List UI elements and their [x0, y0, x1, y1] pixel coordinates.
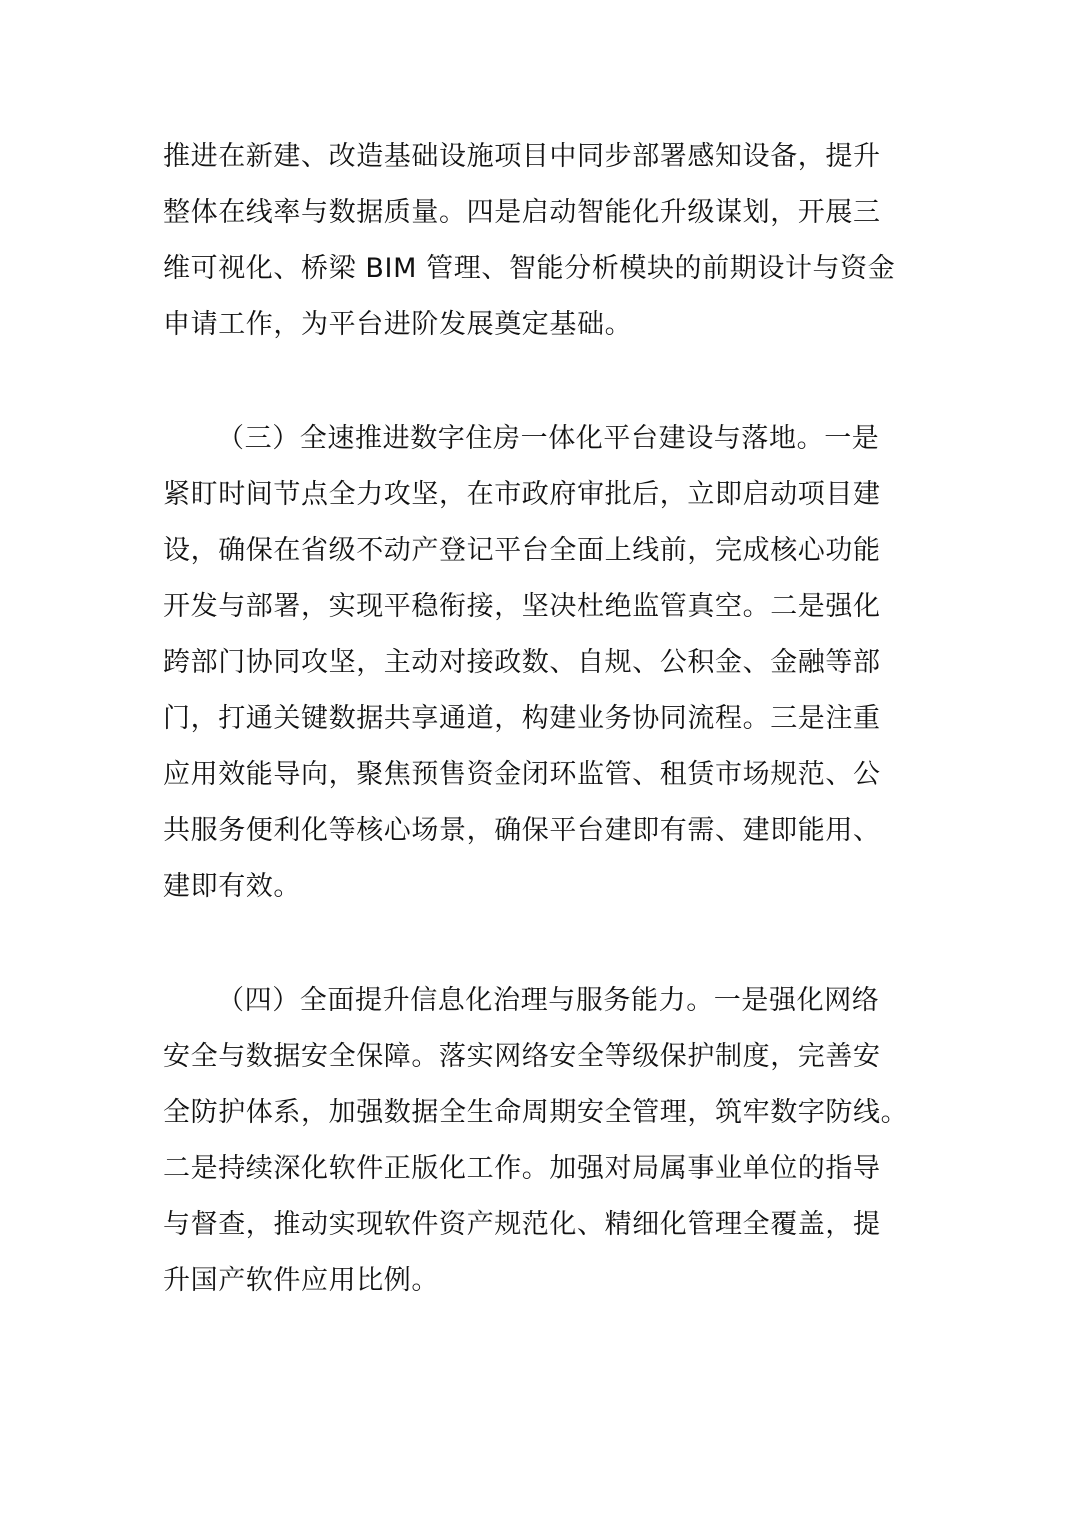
text-line: 二是持续深化软件正版化工作。加强对局属事业单位的指导 — [163, 1153, 881, 1184]
text-line: 与督查，推动实现软件资产规范化、精细化管理全覆盖，提 — [163, 1209, 881, 1240]
paragraph-continuation — [163, 129, 923, 353]
text-line: 应用效能导向，聚焦预售资金闭环监管、租赁市场规范、公 — [163, 759, 881, 790]
text-line: 维可视化、桥梁 BIM 管理、智能分析模块的前期设计与资金 — [163, 253, 896, 284]
text-line: 建即有效。 — [163, 871, 301, 902]
text-line: 设，确保在省级不动产登记平台全面上线前，完成核心功能 — [163, 535, 881, 566]
text-line: 整体在线率与数据质量。四是启动智能化升级谋划，开展三 — [163, 197, 881, 228]
text-line: 开发与部署，实现平稳衔接，坚决杜绝监管真空。二是强化 — [163, 591, 881, 622]
text-line: 跨部门协同攻坚，主动对接政数、自规、公积金、金融等部 — [163, 647, 881, 678]
text-line: 全防护体系，加强数据全生命周期安全管理，筑牢数字防线。 — [163, 1097, 909, 1128]
text-line: 共服务便利化等核心场景，确保平台建即有需、建即能用、 — [163, 815, 881, 846]
section-heading-line: （四）全面提升信息化治理与服务能力。一是强化网络 — [217, 985, 880, 1016]
text-line: 安全与数据安全保障。落实网络安全等级保护制度，完善安 — [163, 1041, 881, 1072]
section-heading-line: （三）全速推进数字住房一体化平台建设与落地。一是 — [217, 423, 880, 454]
text-line: 申请工作，为平台进阶发展奠定基础。 — [163, 309, 633, 340]
text-line: 升国产软件应用比例。 — [163, 1265, 439, 1296]
text-line: 推进在新建、改造基础设施项目中同步部署感知设备，提升 — [163, 141, 881, 172]
paragraph-section-3 — [163, 411, 923, 915]
text-line: 紧盯时间节点全力攻坚，在市政府审批后，立即启动项目建 — [163, 479, 881, 510]
paragraph-section-4 — [163, 973, 923, 1309]
text-line: 门，打通关键数据共享通道，构建业务协同流程。三是注重 — [163, 703, 881, 734]
